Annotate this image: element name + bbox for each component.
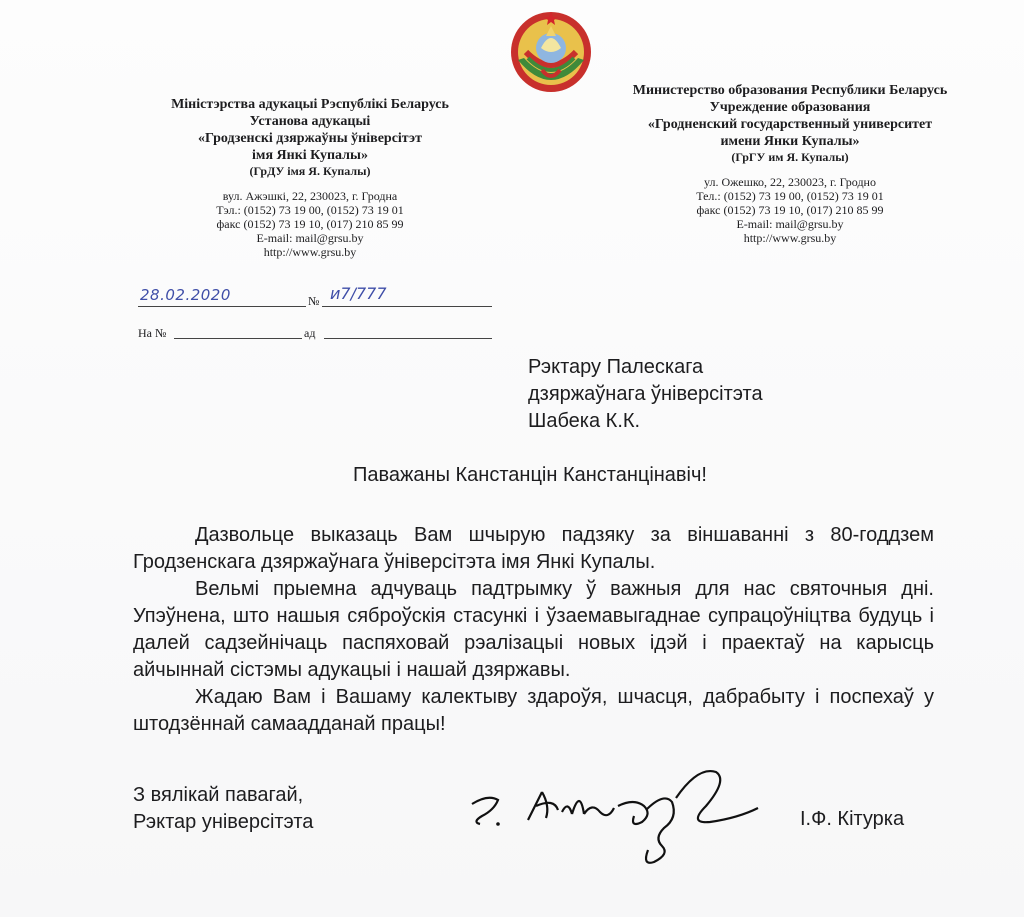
reference-line [138, 322, 498, 342]
paragraph: Жадаю Вам і Вашаму калектыву здароўя, шчасця, дабрабыту і поспехаў у штодзённай самаадданай працы! [133, 686, 934, 735]
email: E-mail: mail@grsu.by [736, 217, 844, 231]
university-name-line2: имени Янки Купалы» [720, 134, 860, 149]
fax: факс (0152) 73 19 10, (017) 210 85 99 [696, 203, 884, 217]
state-emblem-icon [508, 8, 594, 94]
signer-name: І.Ф. Кітурка [800, 808, 905, 830]
university-abbr: (ГрДУ імя Я. Купалы) [249, 164, 371, 178]
registration-number: и7/777 [330, 284, 387, 303]
ref-number-underline [174, 338, 302, 339]
registration-line [138, 284, 498, 310]
ref-from-label: ад [304, 326, 316, 340]
phone: Тел.: (0152) 73 19 00, (0152) 73 19 01 [696, 189, 884, 203]
university-name-line1: «Гродненский государственный университет [647, 117, 933, 132]
contacts-block [120, 189, 500, 259]
institution-type: Учреждение образования [709, 100, 871, 115]
closing-block [133, 782, 313, 836]
date-underline [138, 306, 306, 307]
ministry-title: Министерство образования Республики Беларусь [632, 83, 948, 98]
institution-type: Установа адукацыі [249, 114, 371, 129]
letterhead-belarusian [120, 96, 500, 259]
ref-date-underline [324, 338, 492, 339]
addressee-line1: Рэктару Палескага [528, 356, 704, 378]
signer-position: Рэктар універсітэта [133, 811, 314, 833]
greeting: Паважаны Канстанцін Канстанцінавіч! [353, 464, 707, 486]
paragraph: Вельмі прыемна адчуваць падтрымку ў важныя для нас святочныя дні. Упэўнена, што нашыя сяброўскія стасункі і ўзаемавыгаднае супрацоўніцтва будуць і далей садзейнічаць паспяховай рэалізацыі новых ідэй і праектаў на карысць айчыннай сістэмы адукацыі і нашай дзяржавы. [133, 578, 934, 681]
addressee-block [528, 354, 763, 435]
fax: факс (0152) 73 19 10, (017) 210 85 99 [216, 217, 404, 231]
ministry-title: Міністэрства адукацыі Рэспублікі Беларусь [171, 97, 449, 112]
addressee-line3: Шабека К.К. [528, 410, 641, 432]
address: ул. Ожешко, 22, 230023, г. Гродно [704, 175, 876, 189]
letter-body [133, 522, 934, 738]
contacts-block [590, 175, 990, 245]
ref-number-label: На № [138, 326, 167, 340]
letterhead-russian [590, 82, 990, 245]
university-name-line1: «Гродзенскі дзяржаўны ўніверсітэт [198, 131, 422, 146]
addressee-line2: дзяржаўнага ўніверсітэта [528, 383, 763, 405]
closing-regards: З вялікай павагай, [133, 784, 304, 806]
email: E-mail: mail@grsu.by [256, 231, 364, 245]
paragraph: Дазвольце выказаць Вам шчырую падзяку за віншаванні з 80-годдзем Гродзенскага дзяржаўнага ўніверсітэта імя Янкі Купалы. [133, 524, 934, 573]
address: вул. Ажэшкі, 22, 230023, г. Гродна [222, 189, 398, 203]
phone: Тэл.: (0152) 73 19 00, (0152) 73 19 01 [216, 203, 404, 217]
university-name-line2: імя Янкі Купалы» [252, 148, 368, 163]
bleed-through-text [138, 840, 938, 896]
university-abbr: (ГрГУ им Я. Купалы) [731, 150, 849, 164]
website: http://www.grsu.by [743, 231, 837, 245]
registration-date: 28.02.2020 [140, 286, 231, 304]
website: http://www.grsu.by [263, 245, 357, 259]
number-underline [322, 306, 492, 307]
number-label: № [308, 294, 320, 308]
